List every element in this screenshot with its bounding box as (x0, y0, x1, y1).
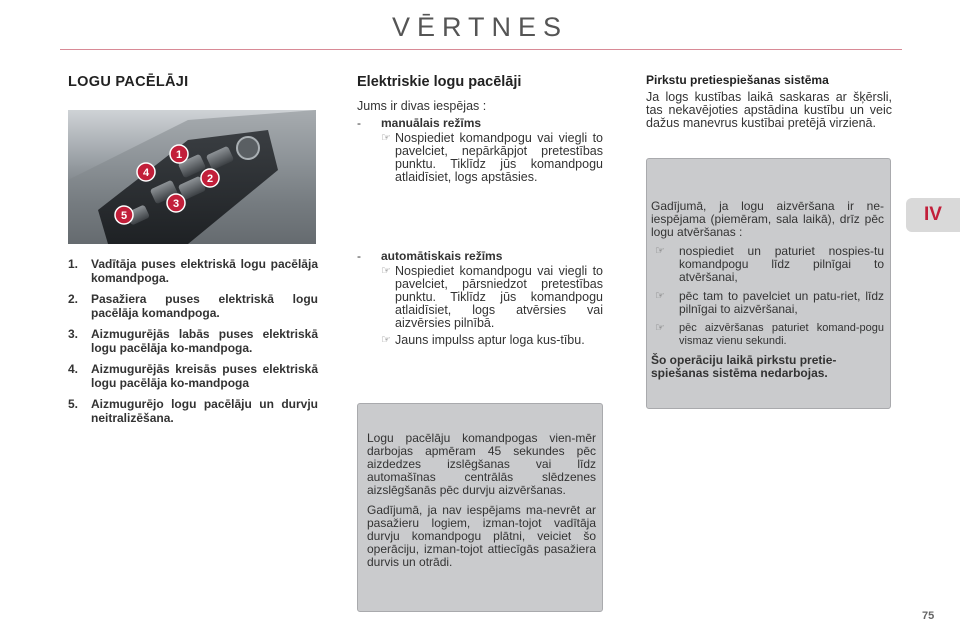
chapter-tab[interactable] (906, 198, 960, 232)
antipinch-description: Ja logs kustības laikā saskaras ar šķērsli, tas nekavējoties apstādina kustību un veic dažus manevrus kustībai pretējā virzienā. (646, 90, 892, 130)
manual-mode-title: - manuālais režīms (357, 116, 482, 130)
door-panel-illustration (68, 110, 316, 244)
antipinch-step: ☞ pēc aizvēršanas paturiet komand-pogu vismaz vienu sekundi. (655, 322, 884, 347)
pointing-hand-icon: ☞ (655, 322, 665, 334)
antipinch-warning: Šo operāciju laikā pirkstu pretie-spiešanas sistēma nedarbojas. (651, 353, 837, 380)
legend-item: 3. Aizmugurējās labās puses elektriskā logu pacēlāja ko-mandpoga. (68, 327, 318, 355)
antipinch-note-box (646, 158, 891, 409)
operation-note-box (357, 403, 603, 612)
antipinch-step: ☞ pēc tam to pavelciet un patu-riet, līdz pilnīgai to aizvēršanai, (655, 289, 884, 316)
svg-text:5: 5 (120, 210, 128, 222)
manual-mode-instruction: ☞ Nospiediet komandpogu vai viegli to pavelciet, nepārkāpjot pretestības punktu. Tiklīdz jūs komandpogu atlaidīsiet, logs apstāsies. (381, 131, 603, 184)
legend-item: 5. Aizmugurējo logu pacēlāju un durvju neitralizēšana. (68, 397, 318, 425)
callout-marker-1 (170, 145, 188, 163)
antipinch-heading: Pirkstu pretiespiešanas sistēma (646, 73, 829, 87)
electric-intro: Jums ir divas iespējas : (357, 99, 487, 113)
pointing-hand-icon: ☞ (655, 290, 665, 302)
page-title: VĒRTNES (391, 12, 569, 42)
callout-marker-4 (137, 163, 155, 181)
callout-marker-3 (167, 194, 185, 212)
page-number: 75 (922, 610, 935, 622)
button-legend (68, 257, 318, 432)
auto-mode-title: - automātiskais režīms (357, 249, 503, 263)
pointing-hand-icon: ☞ (381, 265, 391, 277)
note-passenger-operation: Gadījumā, ja nav iespējams ma-nevrēt ar pasažieru logiem, izman-tojot vadītāja durvju komandpogu plātni, veiciet šo operāciju, izman-tojot attiecīgās pasažiera durvis un otrādi. (367, 503, 596, 569)
callout-marker-2 (201, 169, 219, 187)
pointing-hand-icon: ☞ (381, 334, 391, 346)
legend-item: 1. Vadītāja puses elektriskā logu pacēlāja komandpoga. (68, 257, 318, 285)
pointing-hand-icon: ☞ (381, 132, 391, 144)
svg-text:4: 4 (142, 167, 150, 179)
svg-text:3: 3 (172, 198, 180, 210)
window-switch-photo (68, 110, 316, 244)
svg-text:1: 1 (175, 149, 183, 161)
pointing-hand-icon: ☞ (655, 245, 665, 257)
note-timing: Logu pacēlāju komandpogas vien-mēr darbojas apmēram 45 sekundes pēc aizdedzes izslēgšanas vai līdz automašīnas centrālās slēdzenes aizslēgšanās pēc durvju aizvēršanas. (367, 431, 596, 497)
auto-mode-instruction: ☞ Nospiediet komandpogu vai viegli to pavelciet, pārsniedzot pretestības punktu. Tiklīdz jūs komandpogu atlaidīsiet, logs atvērsies vai aizvērsies pilnībā. (381, 264, 603, 330)
callout-marker-5 (115, 206, 133, 224)
auto-mode-stop-instruction: ☞ Jauns impulss aptur loga kus-tību. (381, 333, 585, 347)
legend-item: 4. Aizmugurējās kreisās puses elektriskā logu pacēlāja ko-mandpoga (68, 362, 318, 390)
chapter-tab-label: IV (924, 204, 942, 225)
legend-item: 2. Pasažiera puses elektriskā logu pacēlāja komandpoga. (68, 292, 318, 320)
section-heading: LOGU PACĒLĀJI (68, 74, 189, 90)
title-divider (60, 49, 902, 50)
svg-text:2: 2 (206, 173, 214, 185)
antipinch-step: ☞ nospiediet un paturiet nospies-tu komandpogu līdz pilnīgai to atvēršanai, (655, 244, 884, 284)
electric-heading: Elektriskie logu pacēlāji (357, 74, 522, 90)
antipinch-note-lead: Gadījumā, ja logu aizvēršana ir ne-iespējama (piemēram, sala laikā), drīz pēc logu atvēršanas : (651, 199, 884, 239)
